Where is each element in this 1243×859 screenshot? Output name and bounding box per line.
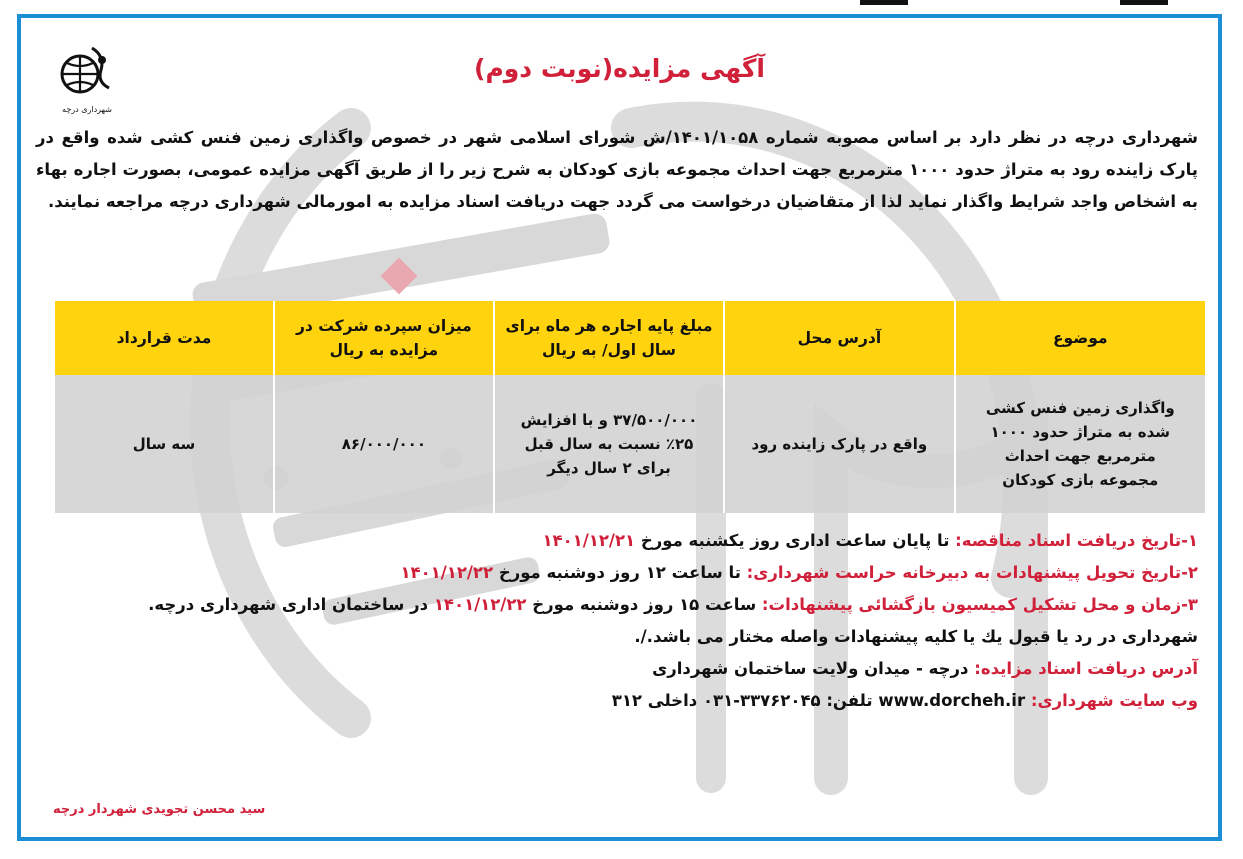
item-document-receipt [36,525,1198,557]
item-date: ۱۴۰۱/۱۲/۲۱ [542,531,636,550]
item-date: ۱۴۰۱/۱۲/۲۲ [433,595,527,614]
intro-paragraph: شهرداری درچه در نظر دارد بر اساس مصوبه شماره ۱۴۰۱/۱۰۵۸/ش شورای اسلامی شهر در خصوص واگذاری زمین فنس کشی شده واقع در پارک زاینده رود به متراژ حدود ۱۰۰۰ مترمربع جهت احداث مجموعه بازی کودکان به شرح زیر را از طریق آگهی مزایده عمومی، بصورت اجاره بهاء به اشخاص واجد شرایط واگذار نماید لذا از متقاضیان درخواست می گردد جهت دریافت اسناد مزایده به امورمالی شهرداری درچه مراجعه نمایند. [36,128,1198,211]
table-row [55,375,1205,513]
phone-text: تلفن: ۳۳۷۶۲۰۴۵-۰۳۱ داخلی ۳۱۲ [611,691,873,710]
item-text: ساعت ۱۵ روز دوشنبه مورخ [532,595,757,614]
item-address [36,653,1198,685]
item-text: تا ساعت ۱۲ روز دوشنبه مورخ [498,563,741,582]
item-website [36,685,1198,717]
item-committee [36,589,1198,621]
signature: سید محسن تجویدی شهردار درچه [53,802,266,817]
auction-table [55,301,1205,513]
cell-deposit: ۸۶/۰۰۰/۰۰۰ [274,375,494,513]
notice-items [36,525,1198,717]
logo-caption: شهرداری درچه [62,105,112,114]
item-proposal-delivery [36,557,1198,589]
item-text: شهرداری در رد یا قبول یك یا کلیه پیشنهادات واصله مختار می باشد./. [634,627,1198,646]
item-rights [36,621,1198,653]
header-subject: موضوع [955,301,1205,375]
item-text: تا پایان ساعت اداری روز یکشنبه مورخ [640,531,950,550]
item-label: آدرس دریافت اسناد مزایده: [974,659,1198,678]
item-label: ۳-زمان و محل تشکیل کمیسیون بازگشائی پیشنهادات: [761,595,1198,614]
item-label: وب سایت شهرداری: [1030,691,1198,710]
top-border-mark [860,0,908,5]
header-base-rent: مبلغ پایه اجاره هر ماه برای سال اول/ به ریال [494,301,724,375]
header-duration: مدت قرارداد [55,301,274,375]
website-link[interactable]: www.dorcheh.ir [878,691,1026,710]
cell-subject: واگذاری زمین فنس کشی شده به متراژ حدود ۱۰۰۰ مترمربع جهت احداث مجموعه بازی کودکان [955,375,1205,513]
notice-frame [17,14,1222,841]
table-header-row [55,301,1205,375]
item-label: ۲-تاریخ تحویل پیشنهادات به دبیرخانه حراست شهرداری: [746,563,1198,582]
header-deposit: میزان سپرده شرکت در مزایده به ریال [274,301,494,375]
top-border-mark [1120,0,1168,5]
header-address: آدرس محل [724,301,954,375]
item-date: ۱۴۰۱/۱۲/۲۲ [400,563,494,582]
item-text: درچه - میدان ولایت ساختمان شهرداری [652,659,969,678]
cell-address: واقع در پارک زاینده رود [724,375,954,513]
cell-duration: سه سال [55,375,274,513]
item-text: در ساختمان اداری شهرداری درچه. [148,595,429,614]
notice-title: آگهی مزایده(نوبت دوم) [474,54,765,83]
item-label: ۱-تاریخ دریافت اسناد مناقصه: [955,531,1198,550]
cell-base-rent: ۳۷/۵۰۰/۰۰۰ و با افزایش ۲۵٪ نسبت به سال قبل برای ۲ سال دیگر [494,375,724,513]
